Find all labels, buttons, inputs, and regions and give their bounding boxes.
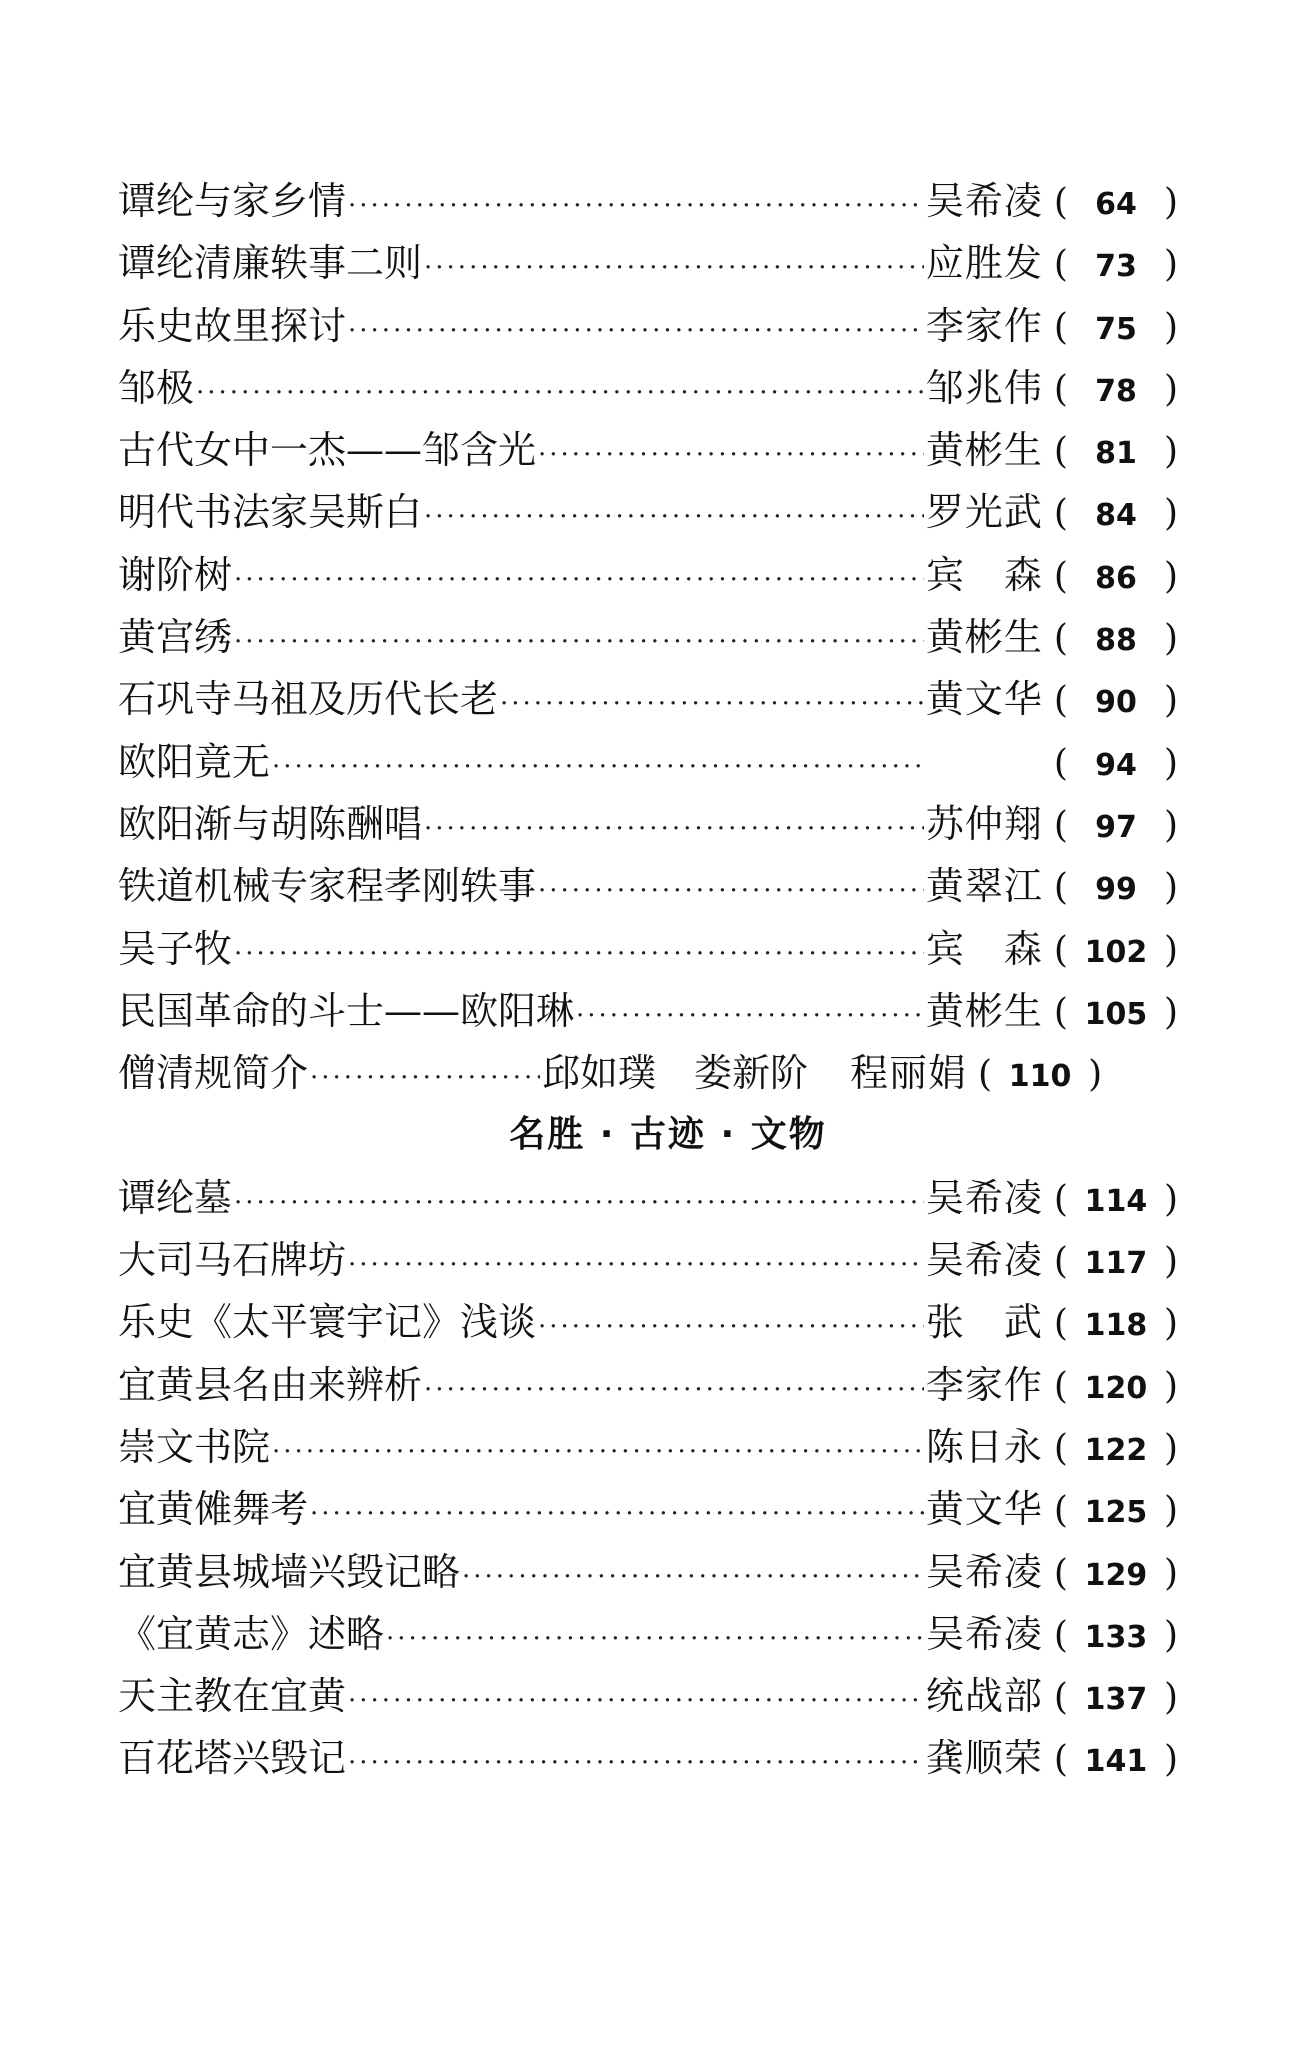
entry-author: 邹兆伟 [925, 365, 1043, 410]
toc-entry [118, 1042, 1178, 1104]
paren-open: ( [1053, 306, 1068, 348]
entry-title: 黄宫绣 [118, 615, 233, 660]
leader-dots [500, 673, 924, 735]
entry-author: 吴希凌 [925, 1549, 1043, 1594]
toc-entry [118, 419, 1178, 481]
entry-page: 141 [1084, 1744, 1148, 1780]
toc-entry [118, 1167, 1178, 1229]
entry-page: 78 [1095, 373, 1137, 409]
entry-title: 明代书法家吴斯白 [118, 490, 423, 535]
leader-dots [310, 1483, 924, 1545]
paren-close: ) [1163, 306, 1178, 348]
entry-page: 133 [1084, 1619, 1148, 1655]
toc-entry [118, 606, 1178, 668]
paren-close: ) [1163, 1739, 1178, 1781]
leader-dots [424, 486, 924, 548]
paren-close: ) [1163, 1677, 1178, 1719]
leader-dots [272, 736, 924, 798]
entry-page: 86 [1095, 560, 1137, 596]
toc-entry [118, 1354, 1178, 1416]
paren-close: ) [1163, 1490, 1178, 1532]
toc-entry [118, 1665, 1178, 1727]
entry-page: 114 [1084, 1183, 1148, 1219]
paren-open: ( [1053, 244, 1068, 286]
paren-open: ( [1053, 1552, 1068, 1594]
paren-open: ( [1053, 1178, 1068, 1220]
entry-author: 李家作 [925, 1362, 1043, 1407]
entry-page: 129 [1084, 1557, 1148, 1593]
paren-close: ) [1088, 1054, 1103, 1096]
entry-author: 苏仲翔 [925, 801, 1043, 846]
leader-dots [538, 424, 924, 486]
toc-entry [118, 855, 1178, 917]
paren-close: ) [1163, 742, 1178, 784]
paren-open: ( [1053, 991, 1068, 1033]
paren-open: ( [1053, 804, 1068, 846]
toc-entry [118, 544, 1178, 606]
table-of-contents [118, 170, 1178, 1790]
entry-page: 64 [1095, 187, 1137, 222]
leader-dots [348, 1732, 924, 1794]
leader-dots [538, 1296, 924, 1358]
leader-dots [348, 175, 924, 237]
entry-author: 统战部 [925, 1674, 1043, 1719]
leader-dots [272, 1421, 924, 1483]
leader-dots [348, 300, 924, 362]
paren-open: ( [1053, 929, 1068, 971]
entry-author: 宾 森 [925, 552, 1043, 597]
leader-dots [576, 985, 924, 1047]
entry-author: 吴希凌 [925, 1238, 1043, 1283]
entry-page: 122 [1084, 1432, 1148, 1468]
paren-open: ( [1053, 368, 1068, 410]
leader-dots [424, 798, 924, 860]
paren-close: ) [1163, 182, 1178, 223]
entry-page: 94 [1095, 747, 1137, 783]
entry-author: 罗光武 [925, 490, 1043, 535]
paren-open: ( [1053, 493, 1068, 535]
entry-page: 97 [1095, 809, 1137, 845]
paren-close: ) [1163, 244, 1178, 286]
paren-close: ) [1163, 1552, 1178, 1594]
paren-close: ) [1163, 431, 1178, 473]
entry-title: 吴子牧 [118, 926, 233, 971]
entry-title: 宜黄傩舞考 [118, 1487, 309, 1532]
paren-open: ( [978, 1054, 993, 1096]
entry-co-authors: 邱如璞 娄新阶 [542, 1051, 809, 1096]
entry-page: 137 [1084, 1682, 1148, 1718]
entry-page: 99 [1095, 872, 1137, 908]
entry-author: 黄彬生 [925, 615, 1043, 660]
toc-entry [118, 1727, 1178, 1789]
paren-open: ( [1053, 182, 1068, 223]
entry-title: 崇文书院 [118, 1424, 271, 1469]
toc-entry [118, 980, 1178, 1042]
paren-open: ( [1053, 867, 1068, 909]
entry-title: 百花塔兴毁记 [118, 1736, 347, 1781]
paren-open: ( [1053, 1677, 1068, 1719]
toc-entry [118, 918, 1178, 980]
entry-page: 73 [1095, 249, 1137, 285]
entry-title: 乐史《太平寰宇记》浅谈 [118, 1300, 537, 1345]
entry-title: 天主教在宜黄 [118, 1674, 347, 1719]
paren-close: ) [1163, 929, 1178, 971]
entry-author: 李家作 [925, 303, 1043, 348]
toc-entry [118, 731, 1178, 793]
leader-dots [234, 549, 924, 611]
entry-page: 120 [1084, 1370, 1148, 1406]
leader-dots [424, 237, 924, 299]
paren-close: ) [1163, 804, 1178, 846]
toc-entry [118, 1478, 1178, 1540]
entry-author: 黄彬生 [925, 428, 1043, 473]
entry-author: 龚顺荣 [925, 1736, 1043, 1781]
leader-dots [234, 611, 924, 673]
entry-title: 僧清规简介 [118, 1051, 309, 1096]
toc-entry [118, 1541, 1178, 1603]
paren-open: ( [1053, 680, 1068, 722]
leader-dots [348, 1234, 924, 1296]
entry-page: 75 [1095, 311, 1137, 347]
entry-page: 118 [1084, 1308, 1148, 1344]
leader-dots [386, 1608, 924, 1670]
toc-entry [118, 1291, 1178, 1353]
entry-author: 应胜发 [925, 241, 1043, 286]
toc-entry [118, 793, 1178, 855]
entry-title: 谭纶清廉轶事二则 [118, 241, 423, 286]
paren-open: ( [1053, 431, 1068, 473]
entry-title: 石巩寺马祖及历代长老 [118, 677, 499, 722]
paren-close: ) [1163, 1365, 1178, 1407]
entry-author: 黄翠江 [925, 864, 1043, 909]
paren-open: ( [1053, 1490, 1068, 1532]
toc-entry [118, 668, 1178, 730]
leader-dots [234, 1172, 924, 1234]
paren-close: ) [1163, 618, 1178, 660]
entry-title: 欧阳竟无 [118, 739, 271, 784]
entry-author: 吴希凌 [925, 179, 1043, 223]
paren-close: ) [1163, 493, 1178, 535]
leader-dots [196, 362, 924, 424]
paren-close: ) [1163, 1241, 1178, 1283]
entry-page: 84 [1095, 498, 1137, 534]
entry-title: 乐史故里探讨 [118, 303, 347, 348]
entry-page: 88 [1095, 623, 1137, 659]
toc-entry [118, 295, 1178, 357]
toc-entry [118, 357, 1178, 419]
toc-entry [118, 232, 1178, 294]
entry-title: 古代女中一杰——邹含光 [118, 428, 537, 473]
entry-author: 黄文华 [925, 677, 1043, 722]
paren-close: ) [1163, 1303, 1178, 1345]
entry-author: 黄彬生 [925, 988, 1043, 1033]
entry-page: 90 [1095, 685, 1137, 721]
leader-dots [348, 1670, 924, 1732]
leader-dots [234, 923, 924, 985]
entry-author: 吴希凌 [925, 1175, 1043, 1220]
entry-title: 谢阶树 [118, 552, 233, 597]
entry-page: 105 [1084, 996, 1148, 1032]
entry-title: 谭纶墓 [118, 1175, 233, 1220]
entry-title: 邹极 [118, 365, 195, 410]
toc-entry [118, 1229, 1178, 1291]
toc-entry [118, 481, 1178, 543]
entry-author: 程丽娟 [850, 1051, 968, 1096]
entry-title: 民国革命的斗士——欧阳琳 [118, 988, 575, 1033]
entry-author: 吴希凌 [925, 1611, 1043, 1656]
paren-open: ( [1053, 742, 1068, 784]
entry-title: 大司马石牌坊 [118, 1238, 347, 1283]
paren-close: ) [1163, 1178, 1178, 1220]
toc-entry [118, 1603, 1178, 1665]
paren-open: ( [1053, 555, 1068, 597]
entry-title: 宜黄县名由来辨析 [118, 1362, 423, 1407]
entry-page: 102 [1084, 934, 1148, 970]
paren-open: ( [1053, 1739, 1068, 1781]
paren-close: ) [1163, 680, 1178, 722]
section-heading: 名胜 · 古迹 · 文物 [509, 1114, 827, 1156]
paren-close: ) [1163, 1614, 1178, 1656]
toc-entry [118, 1416, 1178, 1478]
leader-dots [538, 860, 924, 922]
paren-close: ) [1163, 867, 1178, 909]
entry-author: 陈日永 [925, 1424, 1043, 1469]
entry-author: 张 武 [925, 1300, 1043, 1345]
leader-dots [424, 1359, 924, 1421]
leader-dots [462, 1546, 924, 1608]
entry-author: 宾 森 [925, 926, 1043, 971]
paren-open: ( [1053, 1303, 1068, 1345]
paren-open: ( [1053, 1241, 1068, 1283]
paren-close: ) [1163, 991, 1178, 1033]
entry-title: 谭纶与家乡情 [118, 179, 347, 223]
entry-page: 110 [1008, 1059, 1072, 1095]
entry-page: 125 [1084, 1495, 1148, 1531]
entry-page: 117 [1084, 1246, 1148, 1282]
paren-open: ( [1053, 1427, 1068, 1469]
entry-page: 81 [1095, 436, 1137, 472]
paren-open: ( [1053, 618, 1068, 660]
paren-open: ( [1053, 1614, 1068, 1656]
entry-title: 宜黄县城墙兴毁记略 [118, 1549, 461, 1594]
entry-author: 黄文华 [925, 1487, 1043, 1532]
entry-title: 铁道机械专家程孝刚轶事 [118, 864, 537, 909]
toc-entry [118, 170, 1178, 232]
entry-title: 欧阳渐与胡陈酬唱 [118, 801, 423, 846]
paren-close: ) [1163, 368, 1178, 410]
paren-close: ) [1163, 1427, 1178, 1469]
paren-close: ) [1163, 555, 1178, 597]
entry-title: 《宜黄志》述略 [118, 1611, 385, 1656]
leader-dots [310, 1047, 540, 1109]
paren-open: ( [1053, 1365, 1068, 1407]
